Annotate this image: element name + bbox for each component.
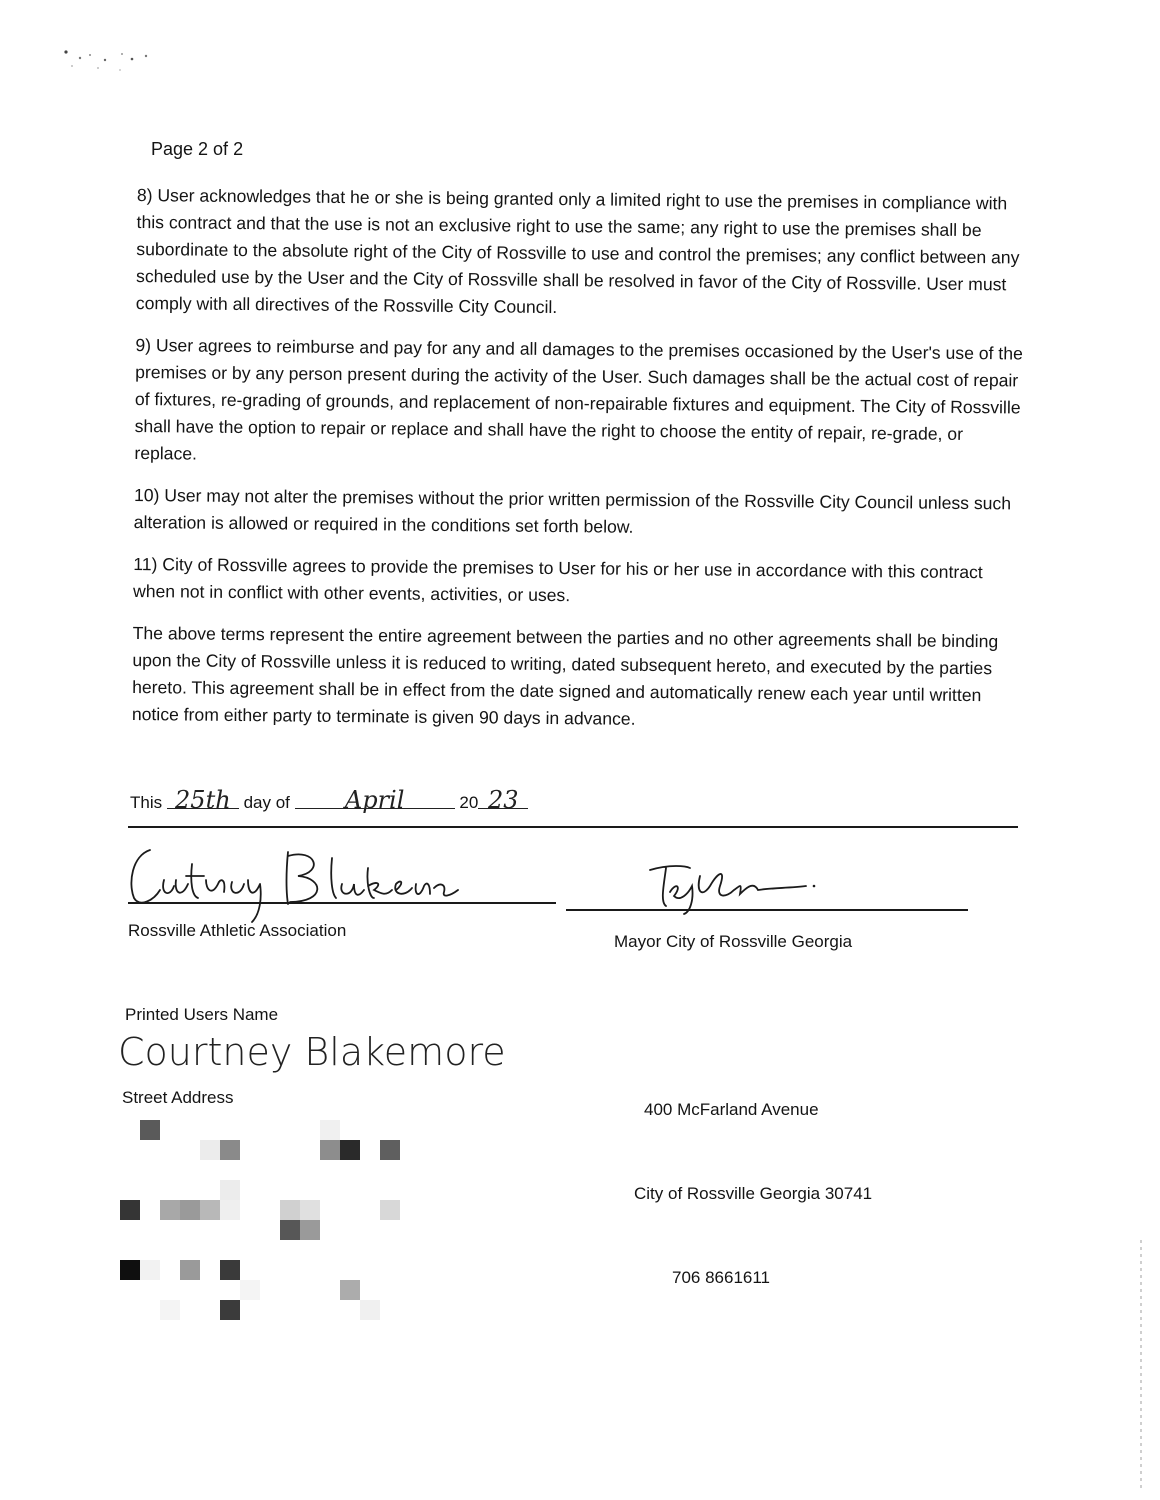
clause-8: 8) User acknowledges that he or she is being granted only a limited right to use the premises in compliance with this contract and that the use is not an exclusive right to use the same; any right to use the premises shall be subordinate to the absolute right of the City of Rossville to use and control the premises; any conflict between any scheduled use by the User and the City of Rossville shall be resolved in favor of the City of Rossville. User must comply with all directives of the Rossville City Council. — [135, 184, 1020, 318]
printed-name-value: Courtney Blakemore — [118, 1030, 506, 1074]
clause-10: 10) User may not alter the premises without the prior written permission of the Rossville City Council unless such alteration is allowed or required in the conditions set forth below. — [133, 484, 1012, 537]
entire-agreement-clause: The above terms represent the entire agreement between the parties and no other agreements shall be binding upon the City of Rossville unless it is reduced to writing, dated subsequent hereto, and executed by the parties hereto. This agreement shall be in effect from the date signed and automatically renew each year until written notice from either party to terminate is given 90 days in advance. — [131, 622, 999, 729]
mayor-signature-caption: Mayor City of Rossville Georgia — [614, 932, 853, 951]
contract-terms — [132, 182, 1027, 752]
city-address: 400 McFarland Avenue — [644, 1100, 819, 1119]
city-phone: 706 8661611 — [672, 1268, 771, 1287]
day-of-label: day of — [243, 793, 290, 812]
this-label: This — [130, 793, 163, 812]
page-number: Page 2 of 2 — [151, 139, 244, 159]
day-field: 25th — [167, 786, 239, 809]
user-signature-image — [120, 828, 470, 924]
scan-edge-artifact — [1140, 1240, 1142, 1490]
date-line — [130, 786, 528, 813]
mayor-signature-image — [630, 846, 830, 916]
year-prefix: 20 — [459, 793, 479, 812]
month-field: April — [295, 786, 455, 809]
street-address-label: Street Address — [122, 1088, 234, 1107]
year-field: 23 — [478, 786, 528, 809]
city-state-zip: City of Rossville Georgia 30741 — [634, 1184, 873, 1203]
scan-speckle — [50, 46, 160, 76]
user-signature-line — [128, 902, 556, 904]
user-signature-caption: Rossville Athletic Association — [128, 921, 347, 940]
clause-9: 9) User agrees to reimburse and pay for any and all damages to the premises occasioned by the User's use of the premises or by any person present during the activity of the User. Such damages shall be the actual cost of repair of fixtures, re-grading of grounds, and replacement of non-repairable fixtures and equipment. The City of Rossville shall have the option to repair or replace and shall have the right to choose the entity of repair, re-grade, or replace. — [134, 334, 1023, 464]
printed-name-label: Printed Users Name — [125, 1005, 279, 1024]
clause-11: 11) City of Rossville agrees to provide the premises to User for his or her use in accordance with this contract when not in conflict with other events, activities, or uses. — [132, 553, 983, 606]
mayor-signature-line — [566, 909, 968, 911]
